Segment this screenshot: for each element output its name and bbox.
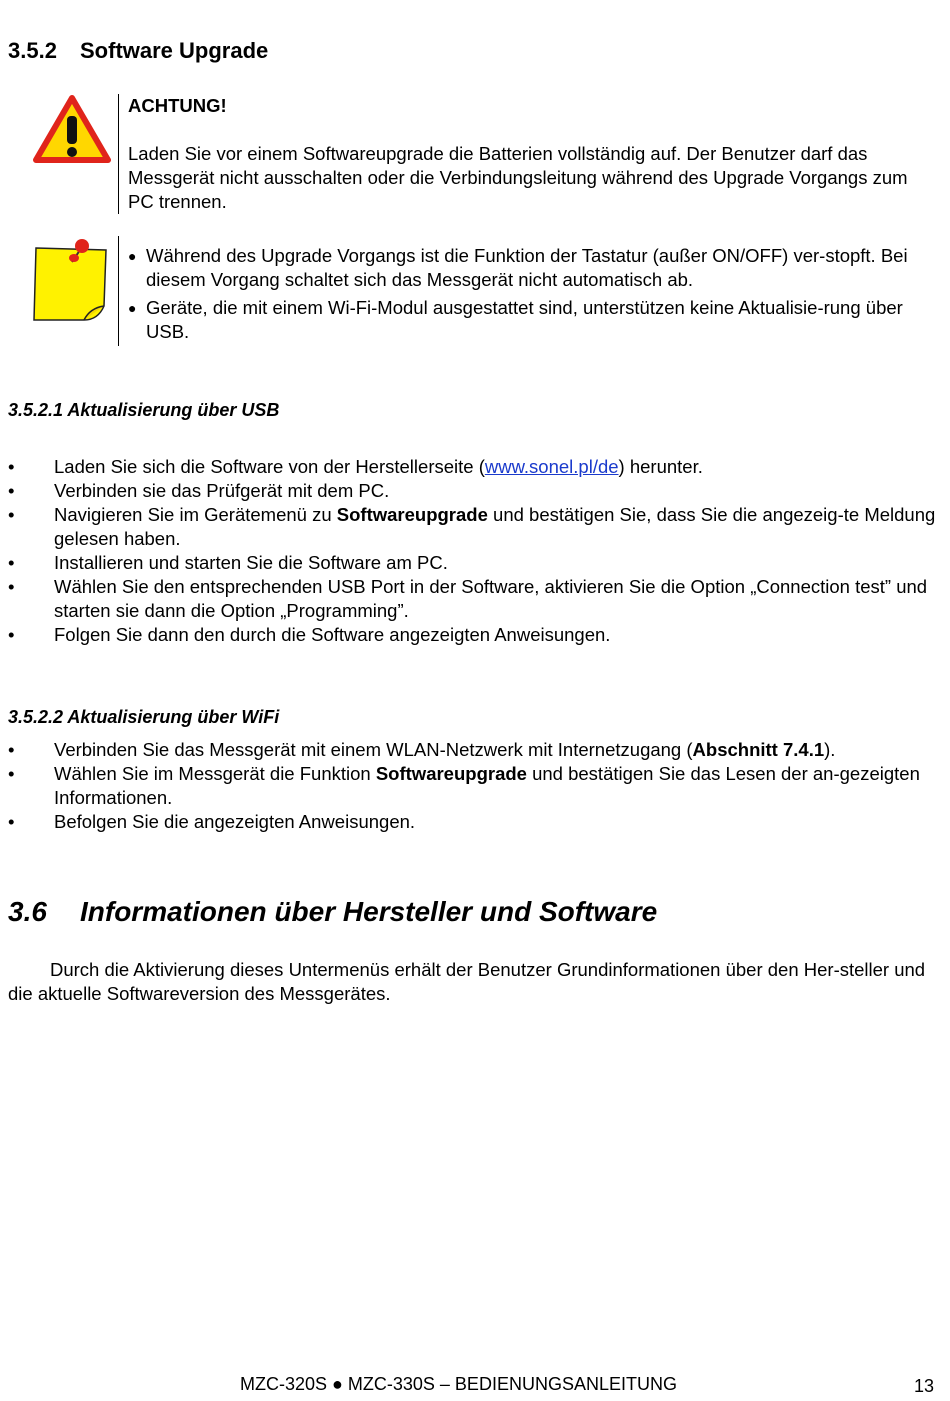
- section-title: Software Upgrade: [80, 38, 269, 63]
- wifi-step-2-suffix: und bestätigen Sie das Lesen der an-gezeigten Informationen.: [54, 763, 920, 808]
- bullet-icon: •: [8, 480, 15, 501]
- wifi-heading: 3.5.2.2 Aktualisierung über WiFi: [8, 707, 280, 727]
- section-3-6-number: 3.6: [8, 896, 47, 927]
- bullet-icon: ●: [128, 248, 137, 264]
- list-item: [8, 503, 938, 551]
- note-item-2: Geräte, die mit einem Wi-Fi-Modul ausgestattet sind, unterstützen keine Aktualisie-rung über USB.: [146, 297, 903, 342]
- list-item: [128, 244, 916, 292]
- section-number: 3.5.2: [8, 38, 57, 63]
- softwareupgrade-label: Softwareupgrade: [336, 504, 488, 525]
- warning-triangle-icon: [32, 94, 112, 166]
- bullet-icon: •: [8, 456, 15, 477]
- bullet-icon: •: [8, 576, 15, 597]
- section-3-6-title: Informationen über Hersteller und Software: [80, 896, 658, 927]
- pinned-note-icon: [28, 236, 114, 324]
- note-list: [128, 244, 916, 344]
- softwareupgrade-label: Softwareupgrade: [375, 763, 527, 784]
- list-item: [128, 296, 916, 344]
- usb-step-1-text: Laden Sie sich die Software von der Herstellerseite (: [54, 456, 485, 477]
- list-item: [8, 738, 938, 762]
- section-reference: Abschnitt 7.4.1: [692, 739, 825, 760]
- list-item: [8, 575, 938, 623]
- note-divider: [118, 236, 119, 346]
- list-item: [8, 479, 938, 503]
- wifi-step-2-text: Wählen Sie im Messgerät die Funktion: [54, 763, 376, 784]
- section-3-6-heading: [8, 896, 657, 928]
- note-item-1: Während des Upgrade Vorgangs ist die Funktion der Tastatur (außer ON/OFF) ver-stopft. Bei diesem Vorgang schaltet sich das Messgerät nicht automatisch ab.: [146, 245, 908, 290]
- bullet-icon: •: [8, 552, 15, 573]
- wifi-step-3: Befolgen Sie die angezeigten Anweisungen.: [54, 811, 416, 832]
- usb-heading: 3.5.2.1 Aktualisierung über USB: [8, 400, 280, 420]
- warning-box: [128, 94, 928, 214]
- warning-heading: ACHTUNG!: [128, 95, 227, 116]
- list-item: [8, 551, 938, 575]
- wifi-step-1-suffix: ).: [824, 739, 836, 760]
- section-3-6-text: Durch die Aktivierung dieses Untermenüs erhält der Benutzer Grundinformationen über den Her-steller und die aktuelle Softwareversion des Messgerätes.: [8, 959, 926, 1004]
- usb-step-1-suffix: ) herunter.: [618, 456, 703, 477]
- bullet-icon: •: [8, 739, 15, 760]
- usb-step-3-text: Navigieren Sie im Gerätemenü zu: [54, 504, 337, 525]
- usb-step-6: Folgen Sie dann den durch die Software angezeigten Anweisungen.: [54, 624, 611, 645]
- bullet-icon: •: [8, 624, 15, 645]
- bullet-icon: •: [8, 811, 15, 832]
- bullet-icon: •: [8, 763, 15, 784]
- manufacturer-link[interactable]: www.sonel.pl/de: [484, 456, 619, 477]
- list-item: [8, 810, 938, 834]
- footer-manual-title: MZC-320S ● MZC-330S – BEDIENUNGSANLEITUNG: [240, 1374, 677, 1394]
- warning-text: Laden Sie vor einem Softwareupgrade die Batterien vollständig auf. Der Benutzer darf das Messgerät nicht ausschalten oder die Verbindungsleitung während des Upgrade Vorgangs zum PC trennen.: [128, 143, 908, 212]
- usb-step-4: Installieren und starten Sie die Software am PC.: [54, 552, 448, 573]
- usb-steps: [8, 455, 938, 647]
- wifi-steps: [8, 738, 938, 834]
- warning-divider: [118, 94, 119, 214]
- bullet-icon: ●: [128, 300, 137, 316]
- list-item: [8, 455, 938, 479]
- usb-step-5: Wählen Sie den entsprechenden USB Port in der Software, aktivieren Sie die Option „Connection test” und starten sie dann die Option „Programming”.: [54, 576, 928, 621]
- wifi-step-1-text: Verbinden Sie das Messgerät mit einem WLAN-Netzwerk mit Internetzugang (: [54, 739, 693, 760]
- section-heading: [8, 38, 268, 64]
- page-number: 13: [914, 1376, 935, 1396]
- list-item: [8, 623, 938, 647]
- bullet-icon: •: [8, 504, 15, 525]
- usb-step-2: Verbinden sie das Prüfgerät mit dem PC.: [54, 480, 390, 501]
- list-item: [8, 762, 938, 810]
- usb-step-3-suffix: und bestätigen Sie, dass Sie die angezeig-te Meldung gelesen haben.: [54, 504, 936, 549]
